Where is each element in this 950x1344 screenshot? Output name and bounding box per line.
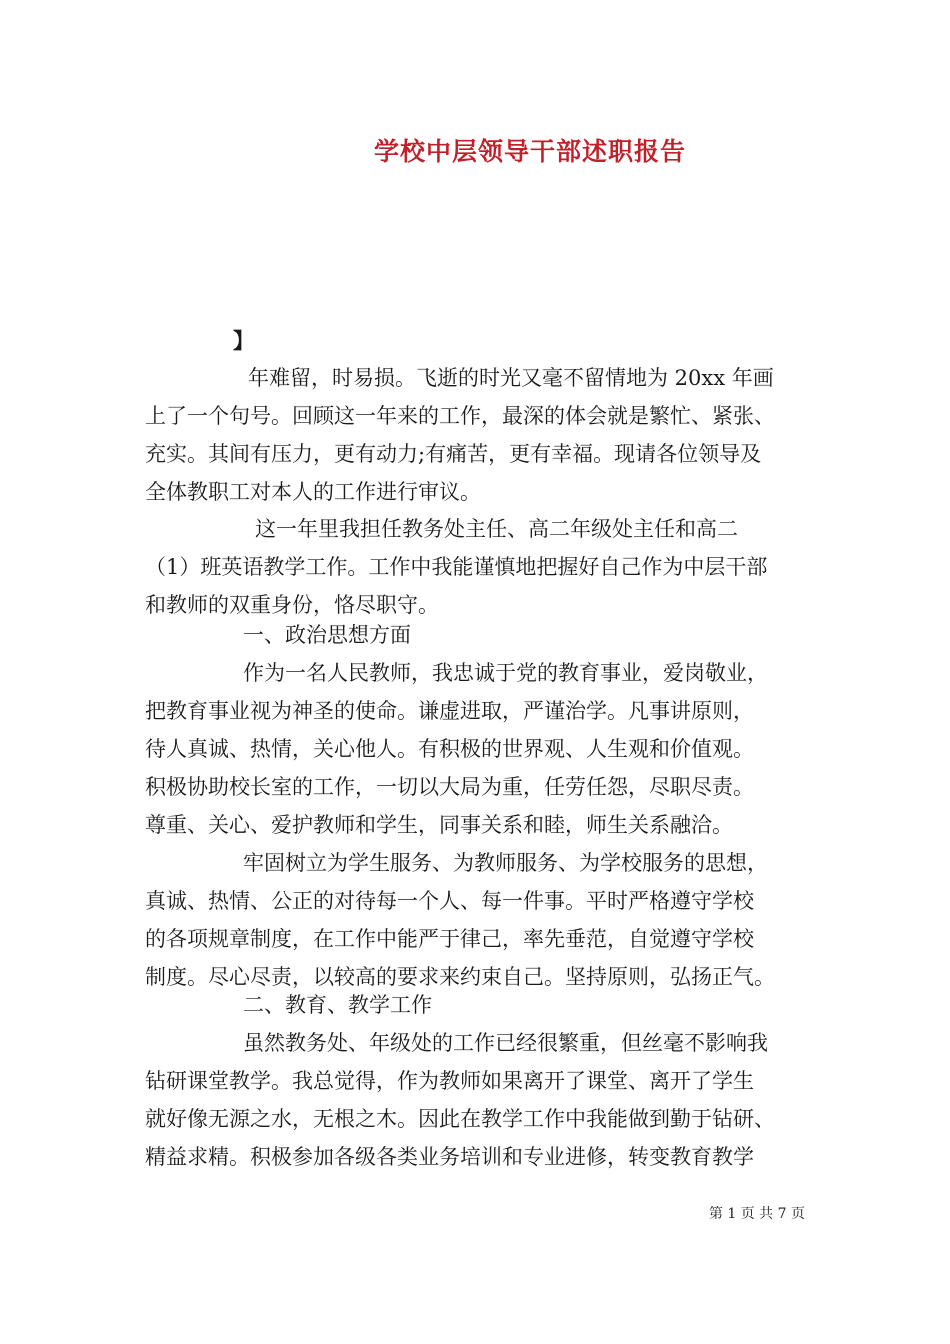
paragraph-line: 全体教职工对本人的工作进行审议。 (145, 480, 481, 504)
paragraph-line: 和教师的双重身份，恪尽职守。 (145, 593, 439, 617)
paragraph-line: 积极协助校长室的工作，一切以大局为重，任劳任怨，尽职尽责。 (145, 775, 754, 799)
paragraph-line: 的各项规章制度，在工作中能严于律己，率先垂范，自觉遵守学校 (145, 927, 754, 951)
paragraph-intro (145, 359, 815, 511)
paragraph-line: 这一年里我担任教务处主任、高二年级处主任和高二 (255, 517, 738, 541)
section-heading-text: 二、教育、教学工作 (243, 993, 432, 1017)
paragraph-line: 虽然教务处、年级处的工作已经很繁重，但丝毫不影响我 (243, 1031, 768, 1055)
paragraph-line: 把教育事业视为神圣的使命。谦虚进取，严谨治学。凡事讲原则， (145, 699, 754, 723)
paragraph-line: 真诚、热情、公正的对待每一个人、每一件事。平时严格遵守学校 (145, 889, 754, 913)
paragraph-line: 精益求精。积极参加各级各类业务培训和专业进修，转变教育教学 (145, 1145, 754, 1169)
paragraph-line: 牢固树立为学生服务、为教师服务、为学校服务的思想， (243, 851, 768, 875)
bracket-mark: 】 (233, 328, 254, 353)
paragraph-line: 制度。尽心尽责，以较高的要求来约束自己。坚持原则，弘扬正气。 (145, 965, 775, 989)
paragraph-role (145, 510, 815, 624)
section-heading-text: 一、政治思想方面 (243, 623, 411, 647)
paragraph-line: 尊重、关心、爱护教师和学生，同事关系和睦，师生关系融洽。 (145, 813, 733, 837)
paragraph-line: 就好像无源之水，无根之木。因此在教学工作中我能做到勤于钻研、 (145, 1107, 775, 1131)
paragraph-line: 上了一个句号。回顾这一年来的工作，最深的体会就是繁忙、紧张、 (145, 404, 775, 428)
document-title: 学校中层领导干部述职报告 (373, 137, 686, 166)
paragraph-line: 年难留，时易损。飞逝的时光又毫不留情地为 20xx 年画 (248, 366, 774, 390)
paragraph-service (145, 844, 815, 996)
paragraph-line: 待人真诚、热情，关心他人。有积极的世界观、人生观和价值观。 (145, 737, 754, 761)
paragraph-teaching (145, 1024, 815, 1176)
paragraph-line: （1）班英语教学工作。工作中我能谨慎地把握好自己作为中层干部 (145, 555, 768, 579)
section-heading-teaching (145, 986, 815, 1024)
section-heading-politics (145, 616, 815, 654)
paragraph-politics (145, 654, 815, 844)
page-number: 第 1 页 共 7 页 (708, 1206, 805, 1222)
paragraph-line: 充实。其间有压力，更有动力;有痛苦，更有幸福。现请各位领导及 (145, 442, 762, 466)
paragraph-line: 钻研课堂教学。我总觉得，作为教师如果离开了课堂、离开了学生 (145, 1069, 754, 1093)
paragraph-line: 作为一名人民教师，我忠诚于党的教育事业，爱岗敬业， (243, 661, 768, 685)
